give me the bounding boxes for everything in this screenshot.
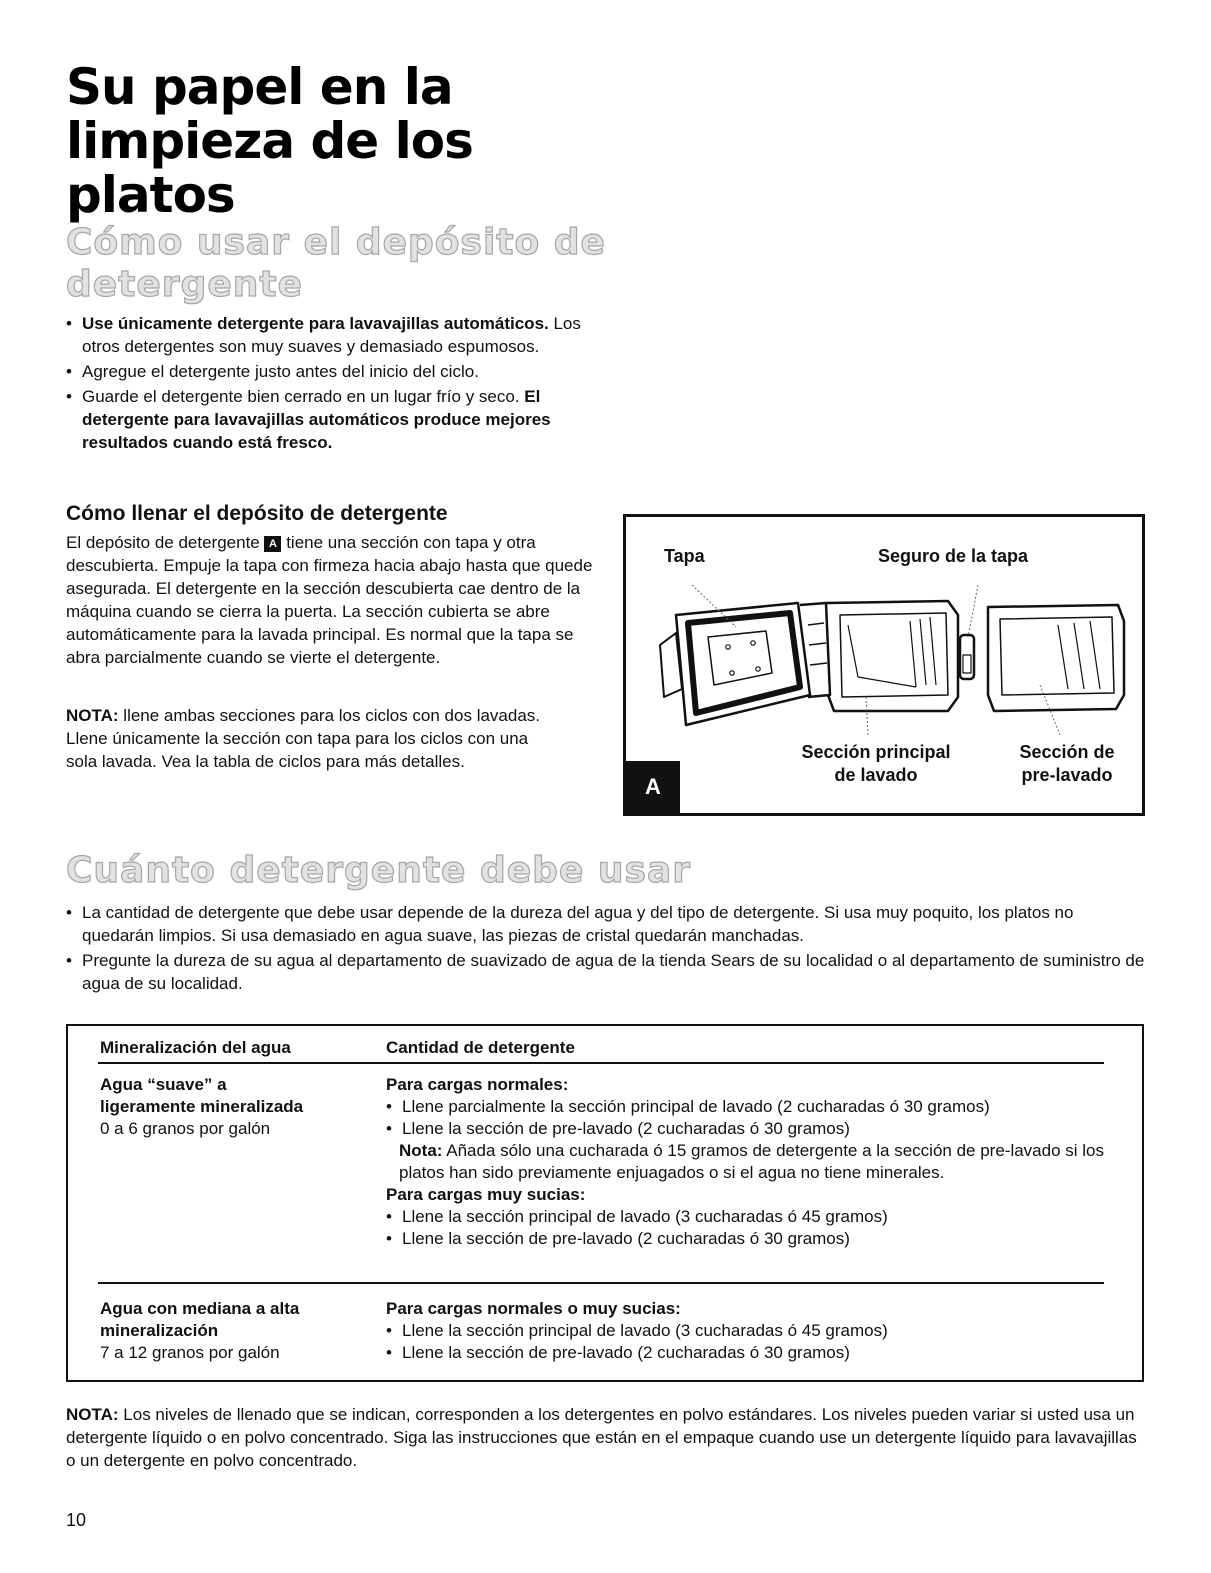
label-pre-wash: Sección de pre-lavado xyxy=(1019,742,1115,785)
page-title: Su papel en la limpieza de los platos xyxy=(66,58,473,224)
lid-frame xyxy=(688,613,800,713)
dispenser-illustration xyxy=(648,585,1128,735)
fill-note: NOTA: llene ambas secciones para los ciclos con dos lavadas. Llene únicamente la sección con tapa para los ciclos con una sola lavada. Vea la tabla de ciclos para más detalles. xyxy=(66,706,541,771)
figure-badge: A xyxy=(626,761,680,813)
table-row-hard-water: Agua con mediana a alta mineralización 7 a 12 granos por galón xyxy=(100,1299,300,1362)
fill-subheading: Cómo llenar el depósito de detergente xyxy=(66,502,448,525)
list-item: • Llene la sección de pre-lavado (2 cucharadas ó 30 gramos) xyxy=(386,1342,1106,1364)
table-row-soft-amount: Para cargas normales: • Llene parcialmente la sección principal de lavado (2 cucharadas ó 30 gramos) • Llene la sección de pre-lavado (2 cucharadas ó 30 gramos) Nota: Añada sólo una cucharada ó 15 gramos de detergente a la sección de pre-lavado si los platos han sido previamente enjuagados o si el agua no tiene minerales. Para cargas muy sucias: • Llene la sección principal de lavado (3 cucharadas ó 45 gramos) • Llene la sección de pre-lavado (2 cucharadas ó 30 gramos) xyxy=(386,1074,1106,1250)
list-item: • Pregunte la dureza de su agua al departamento de suavizado de agua de la tienda Sears de su localidad o al departamento de suministro de agua de su localidad. xyxy=(66,949,1146,995)
label-main-wash: Sección principal de lavado xyxy=(801,742,951,785)
table-header-water: Mineralización del agua xyxy=(100,1038,291,1057)
list-item: • Llene la sección de pre-lavado (2 cucharadas ó 30 gramos) xyxy=(386,1228,1106,1250)
bottom-note: NOTA: Los niveles de llenado que se indican, corresponden a los detergentes en polvo estándares. Los niveles pueden variar si usted usa un detergente líquido o en polvo concentrado. Siga las instrucciones que están en el empaque cuando use un detergente líquido para lavavajillas o un detergente en polvo concentrado. xyxy=(66,1405,1137,1470)
dispenser-tips-list xyxy=(66,312,596,456)
table-note: Nota: Añada sólo una cucharada ó 15 gramos de detergente a la sección de pre-lavado si los platos han sido previamente enjuagados o si el agua no tiene minerales. xyxy=(399,1141,1105,1182)
section-heading-amount: Cuánto detergente debe usar xyxy=(66,850,691,891)
label-lid-latch: Seguro de la tapa xyxy=(878,546,1029,566)
list-item: • Llene parcialmente la sección principal de lavado (2 cucharadas ó 30 gramos) xyxy=(386,1096,1106,1118)
page-number: 10 xyxy=(66,1510,87,1530)
figure-reference-badge: A xyxy=(264,536,281,552)
list-item: • La cantidad de detergente que debe usar depende de la dureza del agua y del tipo de detergente. Si usa muy poquito, los platos no quedarán limpios. Si usa demasiado en agua suave, las piezas de cristal quedarán manchadas. xyxy=(66,901,1146,947)
table-row-hard-amount: Para cargas normales o muy sucias: • Llene la sección principal de lavado (3 cucharadas ó 45 gramos) • Llene la sección de pre-lavado (2 cucharadas ó 30 gramos) xyxy=(386,1298,1106,1364)
list-item: • Llene la sección principal de lavado (3 cucharadas ó 45 gramos) xyxy=(386,1320,1106,1342)
section-heading-dispenser: Cómo usar el depósito de detergente xyxy=(66,222,606,305)
list-item: • Guarde el detergente bien cerrado en un lugar frío y seco. El detergente para lavavajillas automáticos produce mejores resultados cuando está fresco. xyxy=(66,385,596,454)
list-item: • Llene la sección de pre-lavado (2 cucharadas ó 30 gramos) xyxy=(386,1118,1106,1140)
table-header-rule xyxy=(98,1062,1104,1064)
detergent-table xyxy=(66,1024,1144,1382)
fill-paragraph: El depósito de detergente A tiene una sección con tapa y otra descubierta. Empuje la tapa con firmeza hacia abajo hasta que quede asegurada. El detergente en la sección descubierta cae dentro de la máquina cuando se cierra la puerta. La sección cubierta se abre automáticamente para la lavada principal. Es normal que la tapa se abra parcialmente cuando se vierte el detergente. xyxy=(66,533,593,667)
lid-plate xyxy=(708,631,772,685)
dispenser-figure xyxy=(623,514,1145,816)
label-lid: Tapa xyxy=(664,546,705,566)
list-item: • Use únicamente detergente para lavavajillas automáticos. Los otros detergentes son muy suaves y demasiado espumosos. xyxy=(66,312,596,358)
list-item: • Agregue el detergente justo antes del inicio del ciclo. xyxy=(66,360,596,383)
table-header-amount: Cantidad de detergente xyxy=(386,1038,575,1057)
table-row-rule xyxy=(98,1282,1104,1284)
list-item: • Llene la sección principal de lavado (3 cucharadas ó 45 gramos) xyxy=(386,1206,1106,1228)
table-row-soft-water: Agua “suave” a ligeramente mineralizada 0 a 6 granos por galón xyxy=(100,1075,304,1138)
amount-tips-list xyxy=(66,901,1146,997)
